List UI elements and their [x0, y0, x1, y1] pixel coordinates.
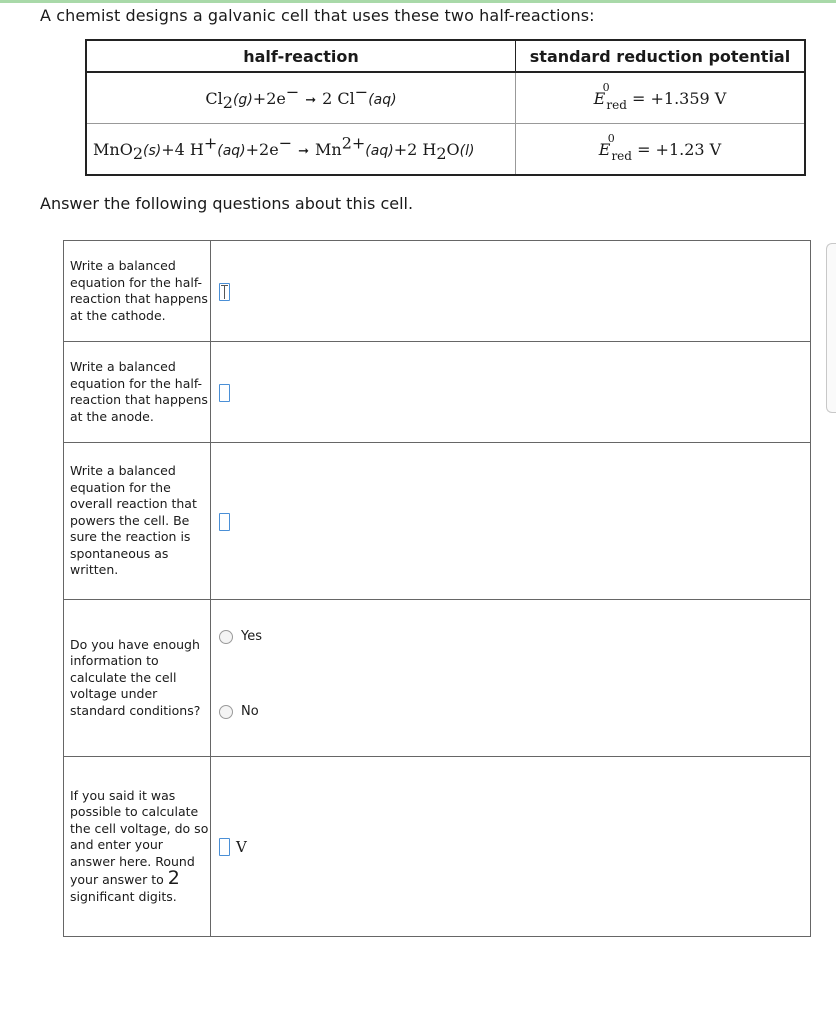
question-label-enough-info: Do you have enough information to calculate the cell voltage under standard conditions?: [64, 600, 211, 757]
answer-cell-enough-info: [211, 600, 811, 757]
question-table: [63, 240, 811, 937]
half-reaction-table: [85, 39, 806, 176]
question-label-voltage: If you said it was possible to calculate the cell voltage, do so and enter your answer here. Round your answer to 2 significant digits.: [64, 757, 211, 937]
question-label-overall: Write a balanced equation for the overall reaction that powers the cell. Be sure the reaction is spontaneous as written.: [64, 443, 211, 600]
header-reduction-potential: standard reduction potential: [516, 40, 806, 72]
table-header-row: [86, 40, 805, 72]
reaction-arrow-icon: ➞: [298, 143, 310, 159]
answer-cell-cathode: [211, 241, 811, 342]
option-no[interactable]: No: [219, 704, 810, 719]
chlorine-half-reaction: $Cl_2(g)+2e^-$ ➞ 2 Cl−(aq): [86, 72, 516, 124]
top-accent-bar: [0, 0, 836, 3]
question-label-cathode: Write a balanced equation for the half-reaction that happens at the cathode.: [64, 241, 211, 342]
answer-cell-voltage: [211, 757, 811, 937]
table-row-manganese: [86, 124, 805, 176]
question-row-enough-info: [64, 600, 811, 757]
manganese-potential: E 0 $_{red}$ = +1.23 V: [516, 124, 806, 176]
answer-instructions: Answer the following questions about this cell.: [40, 194, 414, 213]
header-half-reaction: half-reaction: [86, 40, 516, 72]
question-row-overall: [64, 443, 811, 600]
problem-intro: A chemist designs a galvanic cell that uses these two half-reactions:: [40, 6, 595, 25]
radio-no-icon[interactable]: [219, 705, 233, 719]
chlorine-potential: E 0 $_{red}$ = +1.359 V: [516, 72, 806, 124]
side-panel-handle[interactable]: [826, 243, 836, 413]
voltage-unit: V: [236, 838, 247, 857]
radio-yes-icon[interactable]: [219, 630, 233, 644]
question-row-voltage: [64, 757, 811, 937]
cathode-equation-input[interactable]: [219, 283, 230, 301]
answer-cell-overall: [211, 443, 811, 600]
manganese-half-reaction: MnO$_2$(s)+4 H+(aq)+2e− ➞ $Mn^{2+}(aq)+2$ $H_2O(l)$: [86, 124, 516, 176]
table-row-chlorine: [86, 72, 805, 124]
question-row-cathode: [64, 241, 811, 342]
answer-cell-anode: [211, 342, 811, 443]
question-row-anode: [64, 342, 811, 443]
cell-voltage-input[interactable]: [219, 838, 230, 856]
overall-equation-input[interactable]: [219, 513, 230, 531]
option-yes[interactable]: Yes: [219, 629, 810, 644]
question-label-anode: Write a balanced equation for the half-reaction that happens at the anode.: [64, 342, 211, 443]
reaction-arrow-icon: ➞: [305, 92, 317, 108]
anode-equation-input[interactable]: [219, 384, 230, 402]
